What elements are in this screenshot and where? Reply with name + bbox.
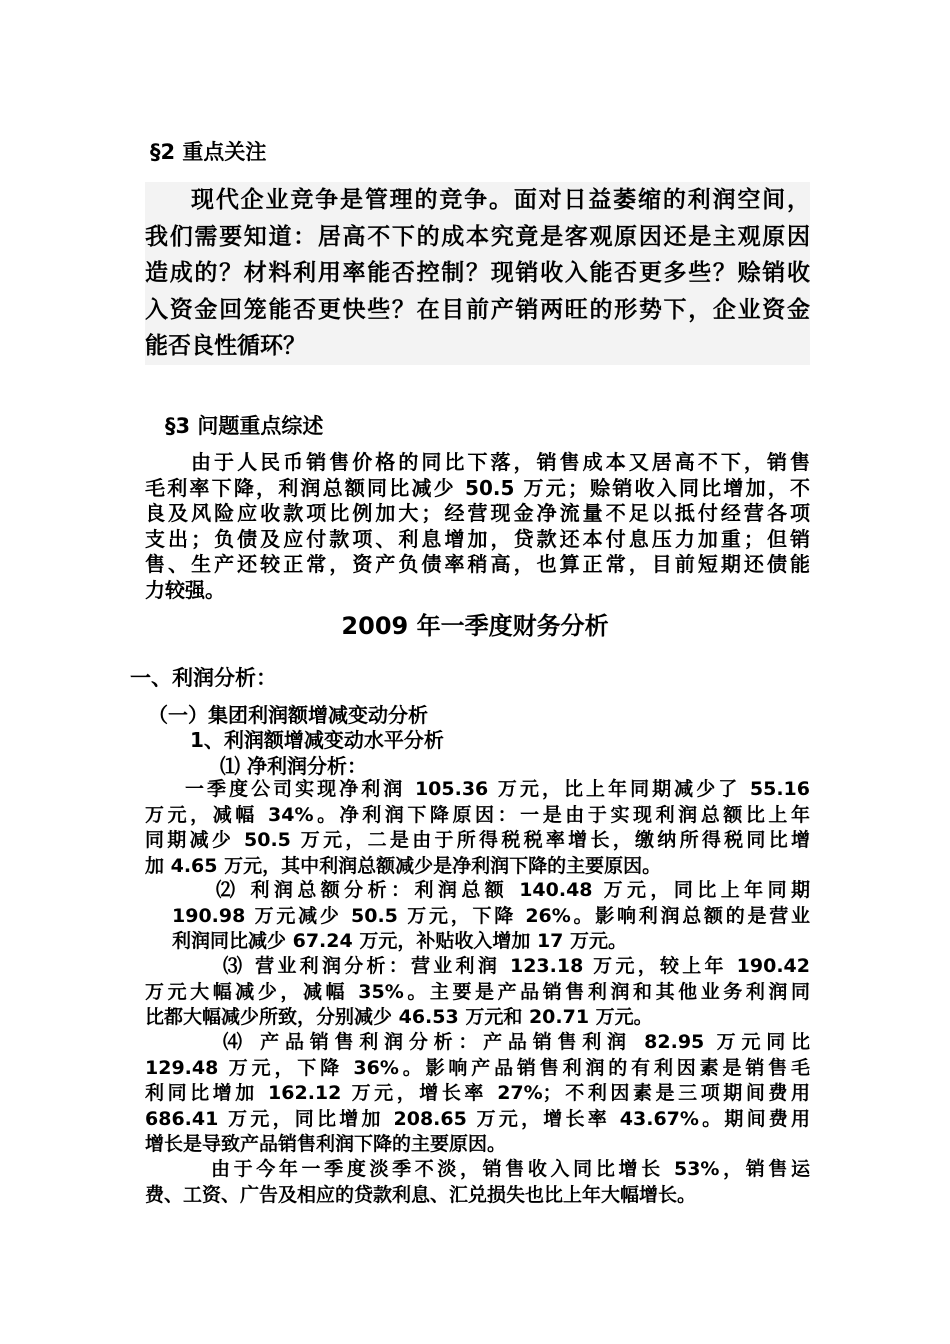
text-line: 现代企业竞争是管理的竞争。面对日益萎缩的利润空间，: [191, 187, 810, 213]
heading-section-3: §3 问题重点综述: [165, 414, 324, 438]
text-line: 同期减少 50.5 万元，二是由于所得税税率增长，缴纳所得税同比增: [145, 829, 810, 851]
text-line: 一季度公司实现净利润 105.36 万元，比上年同期减少了 55.16: [185, 778, 810, 800]
text-line: 万元，减幅 34%。净利润下降原因：一是由于实现利润总额比上年: [145, 803, 810, 826]
text-line: 由于今年一季度淡季不淡，销售收入同比增长 53%，销售运: [211, 1158, 810, 1180]
text-line: 万元大幅减少，减幅 35%。主要是产品销售利润和其他业务利润同: [145, 980, 810, 1003]
text-line: 良及风险应收款项比例加大；经营现金净流量不足以抵付经营各项: [145, 501, 810, 525]
text-line: ⑷ 产品销售利润分析：产品销售利润 82.95 万元同比: [223, 1031, 810, 1053]
paragraph-problem-summary: [145, 450, 810, 603]
text-line: 能否良性循环？: [145, 333, 306, 359]
paragraph-season-note: [145, 1157, 810, 1208]
subsection-group-profit: （一）集团利润额增减变动分析: [148, 703, 428, 727]
text-line: 售、生产还较正常，资产负债率稍高，也算正常，目前短期还债能: [145, 552, 810, 576]
text-line: 129.48 万元，下降 36%。影响产品销售利润的有利因素是销售毛: [145, 1056, 810, 1079]
paragraph-operating-profit: [145, 954, 810, 1031]
text-line: 支出；负债及应付款项、利息增加，贷款还本付息压力加重；但销: [145, 526, 810, 551]
text-line: 我们需要知道：居高不下的成本究竟是客观原因还是主观原因: [145, 223, 810, 250]
heading-net-profit: ⑴ 净利润分析：: [220, 754, 367, 778]
paragraph-product-sales-profit: [145, 1030, 810, 1158]
text-line: 加 4.65 万元，其中利润总额减少是净利润下降的主要原因。: [145, 854, 662, 877]
paragraph-key-focus: [145, 182, 810, 365]
document-title: 2009 年一季度财务分析: [341, 612, 609, 640]
text-line: 190.98 万元减少 50.5 万元，下降 26%。影响利润总额的是营业: [172, 904, 810, 927]
text-line: 利同比增加 162.12 万元，增长率 27%；不利因素是三项期间费用: [145, 1082, 810, 1104]
text-line: 毛利率下降，利润总额同比减少 50.5 万元；赊销收入同比增加，不: [145, 475, 810, 500]
heading-section-2: §2 重点关注: [150, 140, 267, 164]
text-line: 入资金回笼能否更快些？在目前产销两旺的形势下，企业资金: [145, 296, 810, 323]
text-line: 由于人民币销售价格的同比下落，销售成本又居高不下，销售: [191, 450, 810, 474]
text-line: 费、工资、广告及相应的贷款利息、汇兑损失也比上年大幅增长。: [145, 1183, 697, 1206]
text-line: ⑶ 营业利润分析：营业利润 123.18 万元，较上年 190.42: [223, 955, 810, 977]
text-line: 力较强。: [145, 577, 225, 602]
text-line: 686.41 万元，同比增加 208.65 万元，增长率 43.67%。期间费用: [145, 1107, 810, 1130]
text-line: 造成的？材料利用率能否控制？现销收入能否更多些？赊销收: [145, 260, 810, 286]
text-line: ⑵ 利润总额分析：利润总额 140.48 万元，同比上年同期: [216, 879, 810, 901]
item-profit-level-analysis: 1、利润额增减变动水平分析: [190, 728, 444, 752]
section-profit-analysis: 一、利润分析：: [130, 666, 277, 690]
paragraph-net-profit: [145, 777, 810, 879]
text-line: 利润同比减少 67.24 万元，补贴收入增加 17 万元。: [172, 930, 627, 952]
text-line: 增长是导致产品销售利润下降的主要原因。: [145, 1133, 507, 1155]
text-line: 比都大幅减少所致，分别减少 46.53 万元和 20.71 万元。: [145, 1006, 653, 1028]
paragraph-total-profit: [172, 878, 810, 955]
